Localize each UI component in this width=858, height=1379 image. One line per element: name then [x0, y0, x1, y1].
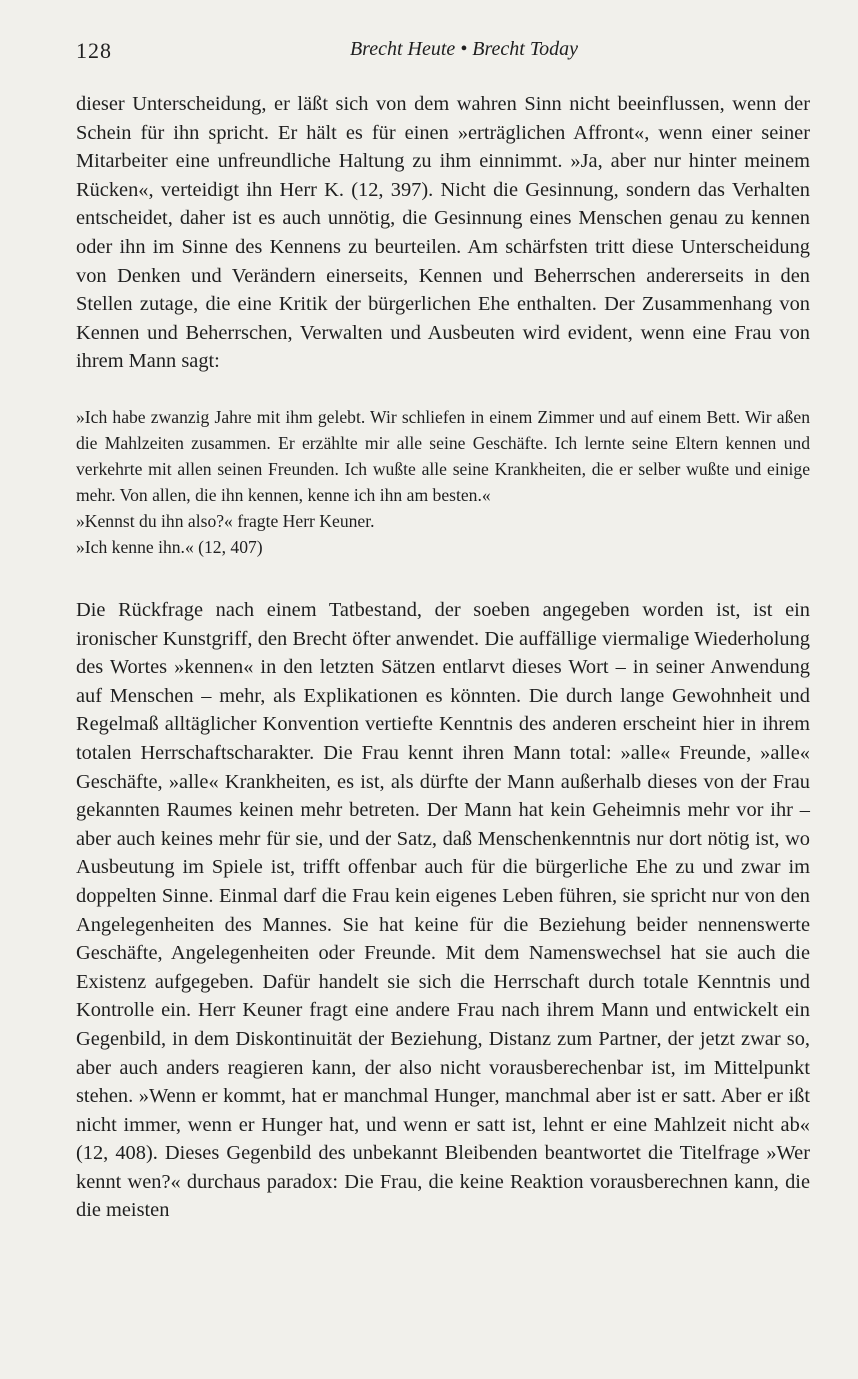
block-quote [76, 404, 810, 560]
quote-paragraph: »Ich habe zwanzig Jahre mit ihm gelebt. Wir schliefen in einem Zimmer und auf einem Bett. Wir aßen die Mahlzeiten zusammen. Er erzählte mir alle seine Geschäfte. Ich lernte seine Eltern kennen und verkehrte mit allen seinen Freunden. Ich wußte alle seine Krankheiten, die er selber wußte und einige mehr. Von allen, die ihn kennen, kenne ich ihn am besten.« [76, 407, 810, 505]
body-text-bottom [76, 596, 810, 1225]
quote-line-answer: »Ich kenne ihn.« (12, 407) [76, 537, 263, 557]
quote-line-question: »Kennst du ihn also?« fragte Herr Keuner. [76, 511, 375, 531]
paragraph-1: dieser Unterscheidung, er läßt sich von dem wahren Sinn nicht beeinflussen, wenn der Schein für ihn spricht. Er hält es für einen »erträglichen Affront«, wenn einer seiner Mitarbeiter eine unfreundliche Haltung zu ihm einnimmt. »Ja, aber nur hinter meinem Rücken«, verteidigt ihn Herr K. (12, 397). Nicht die Gesinnung, sondern das Verhalten entscheidet, daher ist es auch unnötig, die Gesinnung eines Menschen genau zu kennen oder ihn im Sinne des Kennens zu beurteilen. Am schärfsten tritt diese Unterscheidung von Denken und Verändern einerseits, Kennen und Beherrschen andererseits in den Stellen zutage, die eine Kritik der bürgerlichen Ehe enthalten. Der Zusammenhang von Kennen und Beherrschen, Verwalten und Ausbeuten wird evident, wenn eine Frau von ihrem Mann sagt: [76, 93, 810, 373]
body-text-top [76, 90, 810, 376]
paragraph-2: Die Rückfrage nach einem Tatbestand, der soeben angegeben worden ist, ist ein ironischer Kunstgriff, den Brecht öfter anwendet. Die auffällige viermalige Wiederholung des Wortes »kennen« in den letzten Sätzen entlarvt dieses Wort – in seiner Anwendung auf Menschen – mehr, als Explikationen es könnten. Die durch lange Gewohnheit und Regelmaß alltäglicher Konvention vertiefte Kenntnis des anderen erscheint hier in ihrem totalen Herrschaftscharakter. Die Frau kennt ihren Mann total: »alle« Freunde, »alle« Geschäfte, »alle« Krankheiten, es ist, als dürfte der Mann außerhalb dieses von der Frau gekannten Raumes keinen mehr betreten. Der Mann hat kein Geheimnis mehr vor ihr – aber auch keines mehr für sie, und der Satz, daß Menschenkenntnis nur dort nötig ist, wo Ausbeutung im Spiele ist, trifft offenbar auch für die bürgerliche Ehe zu und zwar im doppelten Sinne. Einmal darf die Frau kein eigenes Leben führen, sie spricht nur von den Angelegenheiten des Mannes. Sie hat keine für die Beziehung beider nennenswerte Geschäfte, Angelegenheiten oder Freunde. Mit dem Namenswechsel hat sie auch die Existenz aufgegeben. Dafür handelt sie sich die Herrschaft durch totale Kenntnis und Kontrolle ein. Herr Keuner fragt eine andere Frau nach ihrem Mann und entwickelt ein Gegenbild, in dem Diskontinuität der Beziehung, Distanz zum Partner, der jetzt zwar so, aber auch anders reagieren kann, der also nicht vorausberechenbar ist, im Mittelpunkt stehen. »Wenn er kommt, hat er manchmal Hunger, manchmal aber ist er satt. Aber er ißt nicht immer, wenn er Hunger hat, und wenn er satt ist, lehnt er eine Mahlzeit nicht ab« (12, 408). Dieses Gegenbild des unbekannt Bleibenden beantwortet die Titelfrage »Wer kennt wen?« durchaus paradox: Die Frau, die keine Reaktion vorausberechnen kann, die die meisten [76, 599, 810, 1222]
page-header [76, 38, 812, 70]
page-number: 128 [76, 38, 112, 63]
running-title: Brecht Heute • Brecht Today [349, 38, 579, 60]
